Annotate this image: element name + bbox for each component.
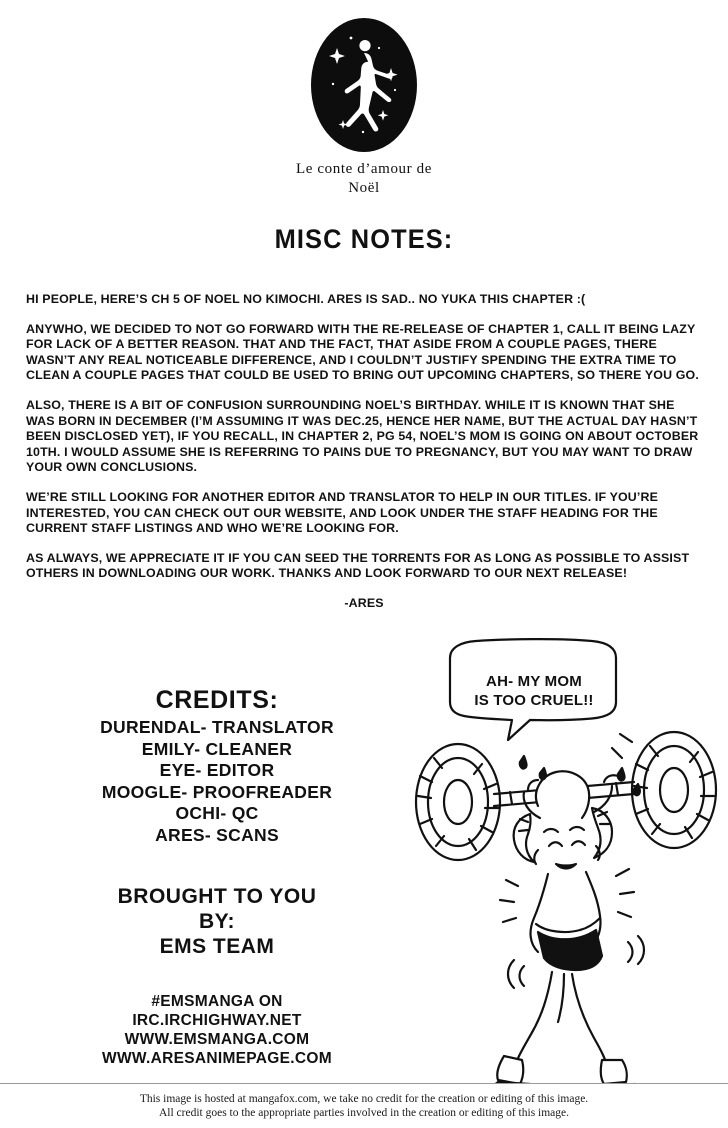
- speech-line2: IS TOO CRUEL!!: [474, 692, 594, 709]
- note-paragraph: WE’RE STILL LOOKING FOR ANOTHER EDITOR AND TRANSLATOR TO HELP IN OUR TITLES. IF YOU’RE INTERESTED, YOU CAN CHECK OUT OUR WEBSITE, AND LOOK UNDER THE STAFF HEADING FOR THE CURRENT STAFF LISTINGS AND WHO WE’RE LOOKING FOR.: [26, 489, 658, 536]
- brought-line2: BY:: [198, 910, 236, 933]
- brought-to-you-by-block: [28, 884, 406, 959]
- credits-item: EMILY- CLEANER: [141, 738, 293, 759]
- credits-item: OCHI- QC: [175, 803, 259, 823]
- logo-caption-line1: Le conte d’amour de: [296, 161, 432, 177]
- brought-team-name: EMS TEAM: [159, 935, 275, 958]
- dancing-figure-silhouette-icon: [311, 18, 417, 152]
- note-paragraph: HI PEOPLE, HERE’S CH 5 OF NOEL NO KIMOCHI. ARES IS SAD.. NO YUKA THIS CHAPTER :(: [26, 292, 586, 306]
- page-title: MISC NOTES:: [274, 224, 454, 254]
- credits-block: [28, 686, 406, 846]
- brought-line1: BROUGHT TO YOU: [117, 885, 317, 908]
- links-block: [28, 992, 406, 1068]
- disclaimer-line1: This image is hosted at mangafox.com, we take no credit for the creation or editing of this image.: [139, 1093, 589, 1105]
- credits-item: MOOGLE- PROOFREADER: [101, 781, 333, 802]
- speech-bubble-text: [460, 672, 608, 710]
- note-signature: -ARES: [344, 595, 384, 610]
- credits-item: ARES- SCANS: [155, 824, 279, 845]
- logo-block: [0, 18, 728, 198]
- hosting-disclaimer: [0, 1083, 728, 1128]
- disclaimer-line2: All credit goes to the appropriate parties involved in the creation or editing of this image.: [158, 1107, 570, 1119]
- logo-caption: [0, 160, 728, 198]
- website-link[interactable]: WWW.ARESANIMEPAGE.COM: [102, 1050, 332, 1067]
- irc-channel: #EMSMANGA ON: [151, 993, 283, 1010]
- note-paragraph: ANYWHO, WE DECIDED TO NOT GO FORWARD WITH THE RE-RELEASE OF CHAPTER 1, CALL IT BEING LAZY FOR LACK OF A BETTER REASON. THAT AND THE FACT, THAT ASIDE FROM A COUPLE PAGES, THERE WASN’T ANY REAL NOTICEABLE DIFFERENCE, AND I COULDN’T JUSTIFY SPENDING THE EXTRA TIME TO CLEAN A COUPLE PAGES THAT COULD BE USED TO BRING OUT UPCOMING CHAPTERS, SO THERE YOU GO.: [26, 321, 699, 383]
- credits-item: EYE- EDITOR: [159, 760, 275, 780]
- speech-line1: AH- MY MOM: [486, 673, 582, 690]
- note-paragraph: ALSO, THERE IS A BIT OF CONFUSION SURROUNDING NOEL’S BIRTHDAY. WHILE IT IS KNOWN THAT SHE WAS BORN IN DECEMBER (I’M ASSUMING IT WAS DEC.25, HENCE HER NAME, BUT THE ACTUAL DAY HASN’T BEEN DISCLOSED YET), IF YOU RECALL, IN CHAPTER 2, PG 54, NOEL’S MOM IS GOING ON ABOUT OCTOBER 10TH. I WOULD ASSUME SHE IS REFERRING TO PAINS DUE TO PREGNANCY, BUT YOU MAY WANT TO DRAW YOUR OWN CONCLUSIONS.: [26, 397, 699, 475]
- credits-item: DURENDAL- TRANSLATOR: [100, 717, 334, 737]
- girl-lifting-barbell-illustration: [406, 636, 724, 1098]
- logo-caption-line2: Noël: [348, 179, 380, 196]
- website-link[interactable]: WWW.EMSMANGA.COM: [124, 1031, 310, 1048]
- credits-title: CREDITS:: [155, 686, 279, 714]
- notes-body: [26, 292, 702, 612]
- note-paragraph: AS ALWAYS, WE APPRECIATE IT IF YOU CAN SEED THE TORRENTS FOR AS LONG AS POSSIBLE TO ASSIST OTHERS IN DOWNLOADING OUR WORK. THANKS AND LOOK FORWARD TO OUR NEXT RELEASE!: [26, 550, 690, 581]
- irc-server: IRC.IRCHIGHWAY.NET: [132, 1012, 302, 1029]
